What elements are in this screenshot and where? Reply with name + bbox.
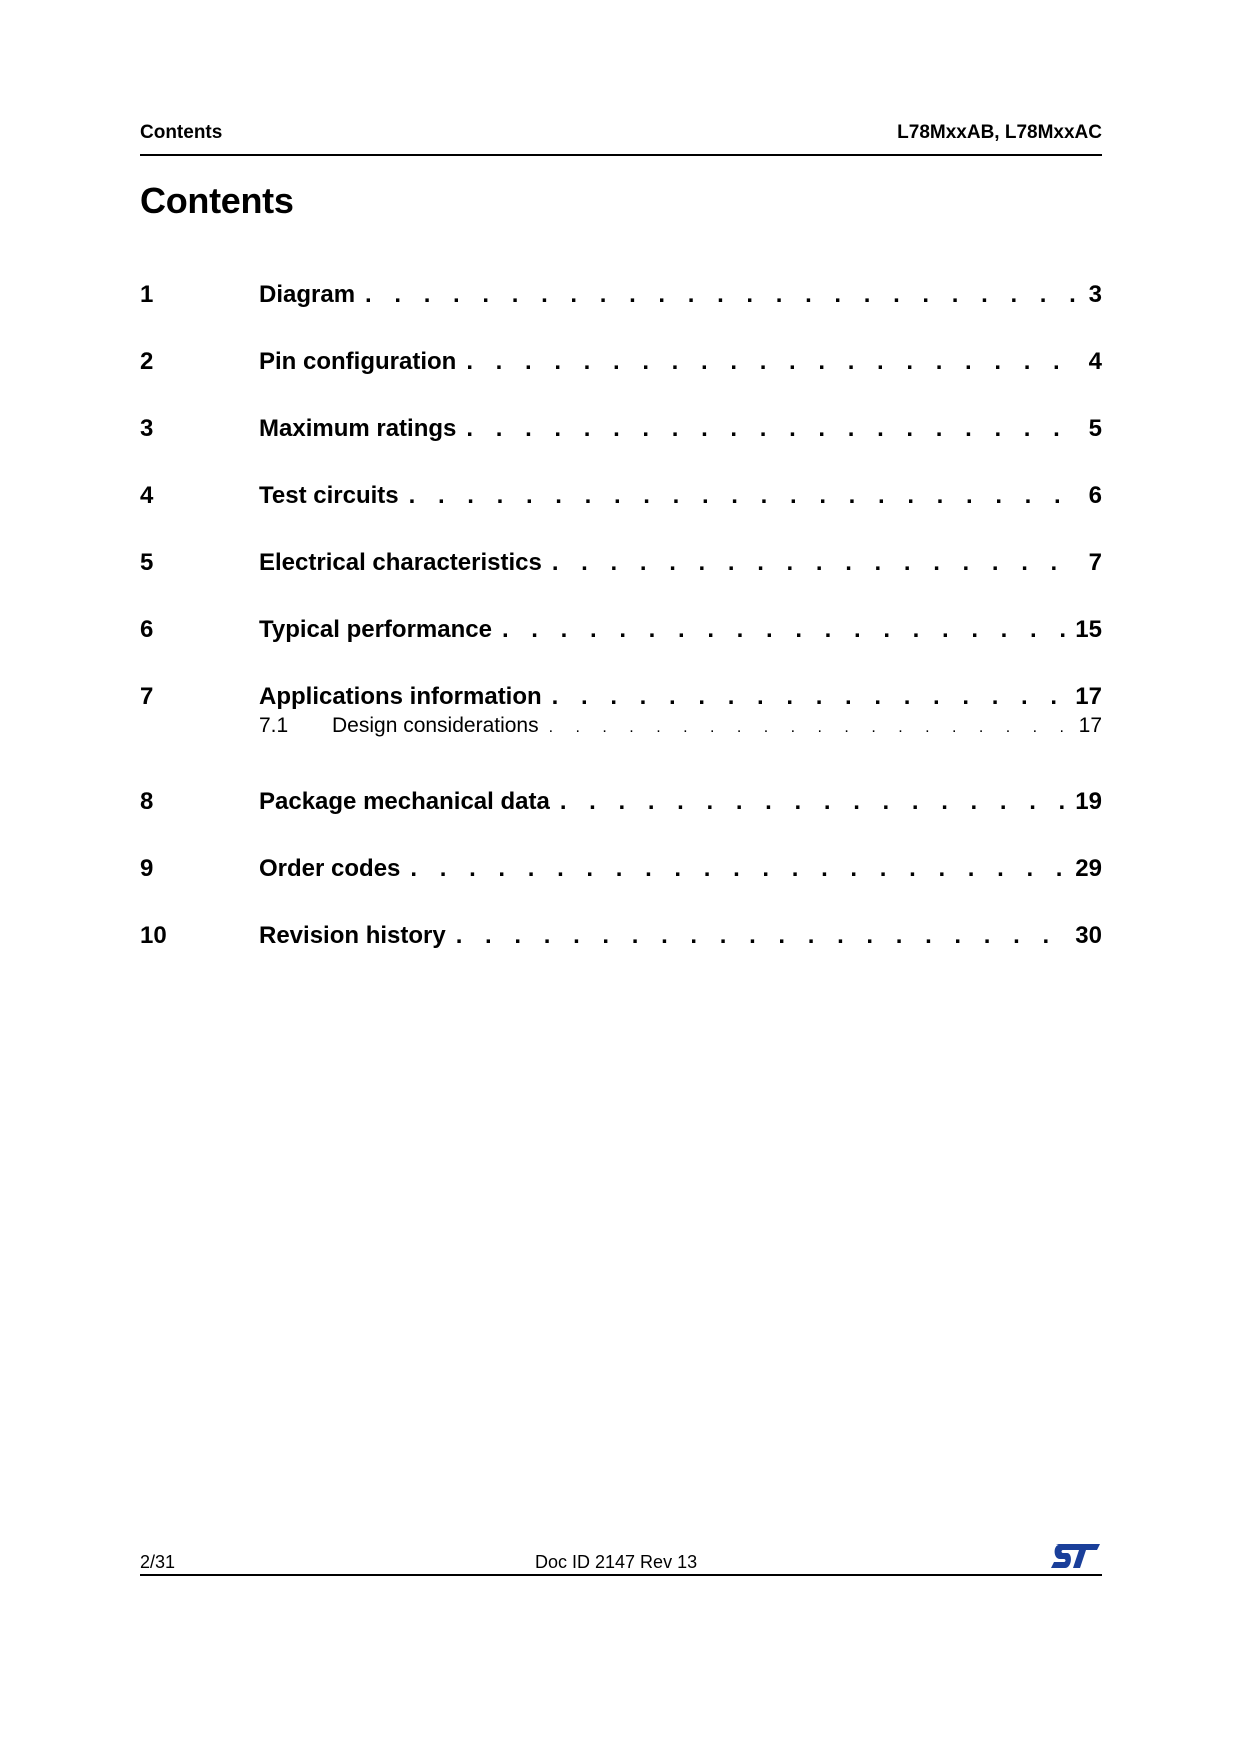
toc-entry-page: 19	[1075, 788, 1102, 815]
dot-leader	[466, 415, 1078, 443]
toc-entry-number: 3	[140, 415, 154, 442]
toc-entry-number: 10	[140, 922, 167, 949]
toc-entry-label: Revision history	[259, 922, 446, 949]
toc-entry-label: Pin configuration	[259, 348, 457, 375]
toc-entry-label: Electrical characteristics	[259, 549, 542, 576]
toc-entry-page: 29	[1075, 855, 1102, 882]
toc-subentry-label: Design considerations	[332, 714, 539, 737]
toc-entry-page: 30	[1075, 922, 1102, 949]
toc-subentry-page: 17	[1078, 714, 1102, 737]
toc-entry-label: Maximum ratings	[259, 415, 457, 442]
toc-entry-page: 7	[1088, 549, 1102, 576]
toc-entry-page: 5	[1088, 415, 1102, 442]
dot-leader	[502, 616, 1065, 644]
toc-entry-page: 17	[1075, 683, 1102, 710]
toc-entry-number: 7	[140, 683, 154, 710]
toc-entry-label: Test circuits	[259, 482, 399, 509]
toc-entry-number: 9	[140, 855, 154, 882]
header-section-label: Contents	[140, 122, 223, 143]
toc-entry-label: Typical performance	[259, 616, 492, 643]
toc-entry-page: 15	[1075, 616, 1102, 643]
toc-entry-number: 5	[140, 549, 154, 576]
dot-leader	[409, 482, 1079, 510]
toc-entry-number: 6	[140, 616, 154, 643]
toc-entry-number: 1	[140, 281, 154, 308]
page-footer	[140, 1540, 1102, 1576]
table-of-contents	[140, 275, 1102, 983]
header-product-name: L78MxxAB, L78MxxAC	[897, 122, 1102, 143]
toc-entry[interactable]	[140, 275, 1102, 342]
dot-leader	[552, 549, 1079, 577]
toc-entry[interactable]	[140, 409, 1102, 476]
dot-leader	[410, 855, 1065, 883]
toc-entry-page: 3	[1088, 281, 1102, 308]
toc-entry-label: Diagram	[259, 281, 356, 308]
dot-leader	[456, 922, 1066, 950]
dot-leader	[560, 788, 1065, 816]
dot-leader	[552, 683, 1066, 711]
page-number: 2/31	[140, 1552, 176, 1572]
toc-entry[interactable]	[140, 916, 1102, 983]
toc-entry[interactable]	[140, 782, 1102, 849]
toc-entry[interactable]	[140, 849, 1102, 916]
toc-subentry[interactable]	[140, 714, 1102, 754]
toc-entry[interactable]	[140, 610, 1102, 677]
toc-entry-page: 4	[1088, 348, 1102, 375]
toc-entry[interactable]	[140, 476, 1102, 543]
toc-entry-number: 4	[140, 482, 154, 509]
toc-entry[interactable]	[140, 543, 1102, 610]
st-logo-icon	[1050, 1540, 1102, 1572]
toc-entry[interactable]	[140, 342, 1102, 409]
toc-entry-page: 6	[1088, 482, 1102, 509]
page-title: Contents	[140, 180, 294, 221]
dot-leader	[365, 281, 1079, 309]
page-header	[140, 120, 1102, 156]
toc-entry-label: Order codes	[259, 855, 401, 882]
toc-entry-label: Package mechanical data	[259, 788, 550, 815]
document-id: Doc ID 2147 Rev 13	[535, 1552, 698, 1572]
dot-leader	[466, 348, 1078, 376]
dot-leader	[549, 719, 1069, 737]
toc-entry-label: Applications information	[259, 683, 542, 710]
toc-entry-number: 2	[140, 348, 154, 375]
toc-entry-number: 8	[140, 788, 154, 815]
toc-subentry-number: 7.1	[259, 714, 289, 737]
